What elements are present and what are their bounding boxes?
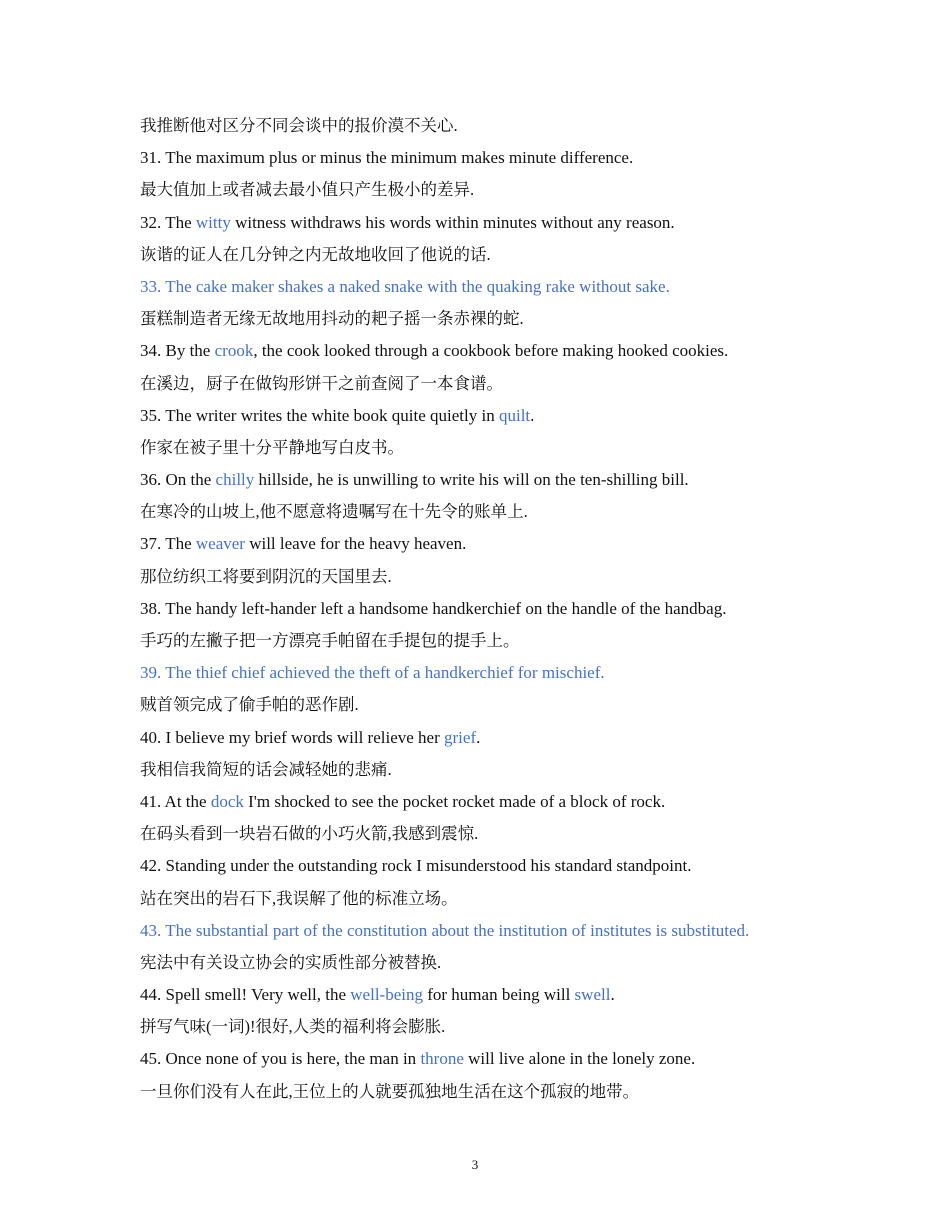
text-segment: 在溪边，厨子在做钩形饼干之前查阅了一本食谱。 bbox=[140, 373, 503, 393]
chinese-translation bbox=[140, 883, 930, 915]
highlighted-text: throne bbox=[420, 1049, 464, 1069]
text-segment: 宪法中有关设立协会的实质性部分被替换. bbox=[140, 952, 442, 972]
text-segment: 蛋糕制造者无缘无故地用抖动的耙子摇一条赤裸的蛇. bbox=[140, 309, 524, 329]
text-segment: I'm shocked to see the pocket rocket made of a block of rock. bbox=[243, 791, 666, 811]
highlighted-text: dock bbox=[210, 791, 244, 811]
chinese-translation bbox=[140, 110, 930, 142]
page-number: 3 bbox=[471, 1157, 479, 1172]
text-segment: will live alone in the lonely zone. bbox=[463, 1049, 696, 1069]
highlighted-text: swell bbox=[574, 985, 611, 1005]
text-segment: 44. Spell smell! Very well, the bbox=[140, 985, 351, 1005]
chinese-translation bbox=[140, 561, 930, 593]
chinese-translation bbox=[140, 239, 930, 271]
chinese-translation bbox=[140, 303, 930, 335]
chinese-translation bbox=[140, 625, 930, 657]
text-segment: . bbox=[476, 727, 481, 747]
text-segment: 最大值加上或者减去最小值只产生极小的差异. bbox=[140, 180, 475, 200]
english-sentence bbox=[140, 528, 930, 560]
chinese-translation bbox=[140, 818, 930, 850]
english-sentence bbox=[140, 657, 930, 689]
highlighted-text: 33. The cake maker shakes a naked snake with the quaking rake without sake. bbox=[140, 276, 670, 296]
chinese-translation bbox=[140, 368, 930, 400]
english-sentence bbox=[140, 335, 930, 367]
text-segment: 41. At the bbox=[140, 791, 211, 811]
text-segment: . bbox=[530, 405, 535, 425]
english-sentence bbox=[140, 850, 930, 882]
chinese-translation bbox=[140, 174, 930, 206]
highlighted-text: weaver bbox=[195, 534, 245, 554]
chinese-translation bbox=[140, 496, 930, 528]
english-sentence bbox=[140, 979, 930, 1011]
chinese-translation bbox=[140, 947, 930, 979]
text-segment: 32. The bbox=[140, 212, 196, 232]
text-segment: 40. I believe my brief words will relieve her bbox=[140, 727, 445, 747]
english-sentence bbox=[140, 915, 930, 947]
highlighted-text: 39. The thief chief achieved the theft of a handkerchief for mischief. bbox=[140, 663, 605, 683]
text-segment: 38. The handy left-hander left a handsome handkerchief on the handle of the handbag. bbox=[140, 598, 727, 618]
text-segment: 我推断他对区分不同会谈中的报价漠不关心. bbox=[140, 116, 458, 135]
chinese-translation bbox=[140, 432, 930, 464]
text-segment: will leave for the heavy heaven. bbox=[244, 534, 467, 554]
text-segment: 手巧的左撇子把一方漂亮手帕留在手提包的提手上。 bbox=[140, 631, 520, 650]
highlighted-text: well-being bbox=[350, 985, 423, 1005]
highlighted-text: chilly bbox=[215, 470, 255, 490]
english-sentence bbox=[140, 400, 930, 432]
text-segment: 诙谐的证人在几分钟之内无故地收回了他说的话. bbox=[140, 244, 491, 264]
text-segment: 31. The maximum plus or minus the minimum makes minute difference. bbox=[140, 148, 634, 168]
text-segment: 34. By the bbox=[140, 341, 215, 361]
highlighted-text: witty bbox=[195, 212, 231, 232]
text-segment: 在寒冷的山坡上,他不愿意将遗嘱写在十先令的账单上. bbox=[140, 502, 528, 522]
text-segment: 那位纺织工将要到阴沉的天国里去. bbox=[140, 566, 392, 586]
text-segment: 36. On the bbox=[140, 470, 216, 490]
english-sentence bbox=[140, 464, 930, 496]
english-sentence bbox=[140, 722, 930, 754]
chinese-translation bbox=[140, 689, 930, 721]
english-sentence bbox=[140, 1043, 930, 1075]
highlighted-text: 43. The substantial part of the constitution about the institution of institutes is substituted. bbox=[140, 920, 750, 940]
text-segment: 37. The bbox=[140, 534, 196, 554]
chinese-translation bbox=[140, 1076, 930, 1108]
text-segment: 在码头看到一块岩石做的小巧火箭,我感到震惊. bbox=[140, 824, 479, 844]
highlighted-text: grief bbox=[444, 727, 477, 747]
english-sentence bbox=[140, 142, 930, 174]
text-segment: 45. Once none of you is here, the man in bbox=[140, 1049, 421, 1069]
english-sentence bbox=[140, 207, 930, 239]
text-segment: . bbox=[610, 985, 615, 1005]
text-segment: 一旦你们没有人在此,王位上的人就要孤独地生活在这个孤寂的地带。 bbox=[140, 1081, 640, 1101]
text-segment: for human being will bbox=[422, 985, 575, 1005]
chinese-translation bbox=[140, 1011, 930, 1043]
text-segment: 贼首领完成了偷手帕的恶作剧. bbox=[140, 695, 359, 715]
highlighted-text: crook bbox=[214, 341, 254, 361]
english-sentence bbox=[140, 271, 930, 303]
highlighted-text: quilt bbox=[498, 405, 531, 425]
text-segment: 我相信我简短的话会减轻她的悲痛. bbox=[140, 759, 392, 779]
chinese-translation bbox=[140, 754, 930, 786]
text-segment: witness withdraws his words within minutes without any reason. bbox=[230, 212, 675, 232]
text-segment: 35. The writer writes the white book quite quietly in bbox=[140, 405, 499, 425]
text-segment: 42. Standing under the outstanding rock I misunderstood his standard standpoint. bbox=[140, 856, 692, 876]
english-sentence bbox=[140, 786, 930, 818]
sentence-list bbox=[140, 110, 930, 1108]
text-segment: hillside, he is unwilling to write his will on the ten-shilling bill. bbox=[254, 470, 689, 490]
text-segment: , the cook looked through a cookbook before making hooked cookies. bbox=[253, 341, 729, 361]
english-sentence bbox=[140, 593, 930, 625]
text-segment: 站在突出的岩石下,我误解了他的标准立场。 bbox=[140, 888, 458, 908]
text-segment: 作家在被子里十分平静地写白皮书。 bbox=[140, 437, 404, 457]
text-segment: 拼写气味(一词)!很好,人类的福利将会膨胀. bbox=[140, 1017, 446, 1037]
